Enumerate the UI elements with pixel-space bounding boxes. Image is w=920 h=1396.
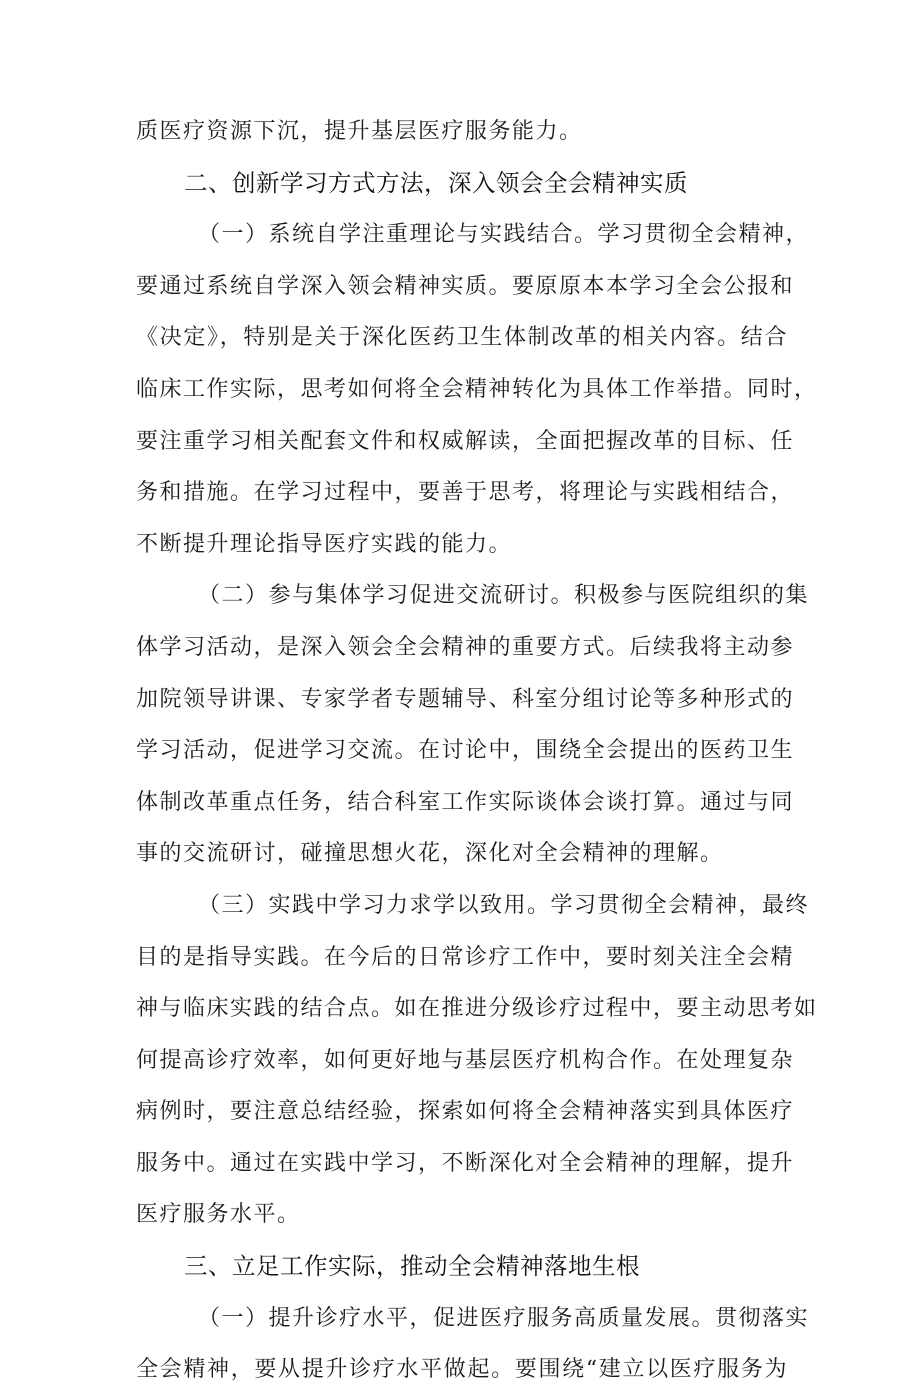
paragraph-line: 学习活动，促进学习交流。在讨论中，围绕全会提出的医药卫生 bbox=[136, 738, 795, 764]
paragraph-line: 临床工作实际，思考如何将全会精神转化为具体工作举措。同时， bbox=[136, 376, 818, 402]
paragraph-line: 目的是指导实践。在今后的日常诊疗工作中，要时刻关注全会精 bbox=[136, 944, 795, 970]
paragraph-line: 体制改革重点任务，结合科室工作实际谈体会谈打算。通过与同 bbox=[136, 789, 795, 815]
paragraph-line: （一）系统自学注重理论与实践结合。学习贯彻全会精神， bbox=[198, 222, 810, 248]
paragraph-line: 要注重学习相关配套文件和权威解读，全面把握改革的目标、任 bbox=[136, 428, 795, 454]
paragraph-line: 加院领导讲课、专家学者专题辅导、科室分组讨论等多种形式的 bbox=[136, 686, 795, 712]
paragraph-line: 《决定》，特别是关于深化医药卫生体制改革的相关内容。结合 bbox=[136, 325, 788, 351]
paragraph-line: 服务中。通过在实践中学习，不断深化对全会精神的理解，提升 bbox=[136, 1150, 795, 1176]
paragraph-line: 质医疗资源下沉，提升基层医疗服务能力。 bbox=[136, 119, 583, 144]
section-heading: 二、创新学习方式方法，深入领会全会精神实质 bbox=[184, 168, 688, 197]
section-heading: 三、立足工作实际，推动全会精神落地生根 bbox=[184, 1252, 640, 1281]
paragraph-line: 神与临床实践的结合点。如在推进分级诊疗过程中，要主动思考如 bbox=[136, 996, 818, 1022]
paragraph-line: 病例时，要注意总结经验，探索如何将全会精神落实到具体医疗 bbox=[136, 1099, 795, 1125]
paragraph-line: 务和措施。在学习过程中，要善于思考，将理论与实践相结合， bbox=[136, 480, 795, 506]
paragraph-line: 全会精神，要从提升诊疗水平做起。要围绕“建立以医疗服务为 bbox=[136, 1357, 788, 1383]
paragraph-line: 事的交流研讨，碰撞思想火花，深化对全会精神的理解。 bbox=[136, 841, 724, 867]
document-body bbox=[136, 106, 818, 1396]
paragraph-line: 体学习活动，是深入领会全会精神的重要方式。后续我将主动参 bbox=[136, 634, 795, 660]
paragraph-line: （二）参与集体学习促进交流研讨。积极参与医院组织的集 bbox=[198, 583, 810, 609]
paragraph-line: 不断提升理论指导医疗实践的能力。 bbox=[136, 531, 513, 557]
paragraph-line: 医疗服务水平。 bbox=[136, 1202, 301, 1228]
paragraph-line: （一）提升诊疗水平，促进医疗服务高质量发展。贯彻落实 bbox=[198, 1305, 810, 1331]
paragraph-line: 何提高诊疗效率，如何更好地与基层医疗机构合作。在处理复杂 bbox=[136, 1047, 795, 1073]
paragraph-line: 要通过系统自学深入领会精神实质。要原原本本学习全会公报和 bbox=[136, 273, 795, 299]
paragraph-line: （三）实践中学习力求学以致用。学习贯彻全会精神，最终 bbox=[198, 892, 810, 918]
